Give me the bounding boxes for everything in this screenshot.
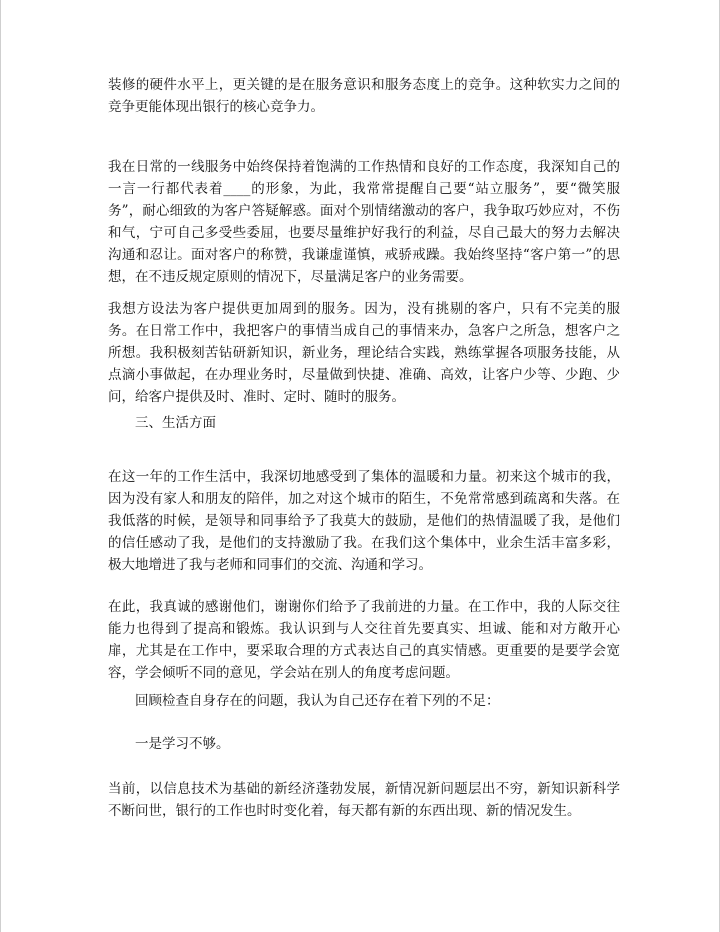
paragraph-frontline-service: 我在日常的一线服务中始终保持着饱满的工作热情和良好的工作态度，我深知自己的一言一行都代表着____的形象，为此，我常常提醒自己要“站立服务”，要“微笑服务”，耐心细致的为客户答疑解惑。面对个别情绪激动的客户，我争取巧妙应对，不伤和气，宁可自己多受些委屈，也要尽量维护好我行的利益，尽自己最大的努力去解决沟通和忍让。面对客户的称赞，我谦虚谨慎，戒骄戒躁。我始终坚持“客户第一”的思想，在不违反规定原则的情况下，尽量满足客户的业务需要。 (108, 159, 620, 285)
paragraph-shortcoming-one: 一是学习不够。 (135, 736, 230, 752)
section-heading-life: 三、生活方面 (135, 415, 216, 431)
paragraph-gratitude: 在此，我真诚的感谢他们，谢谢你们给予了我前进的力量。在工作中，我的人际交往能力也得到了提高和锻炼。我认识到与人交往首先要真实、坦诚、能和对方敞开心扉，尤其是在工作中，要采取合理的方式表达自己的真实情感。更重要的是要学会宽容，学会倾听不同的意见，学会站在别人的角度考虑问题。 (108, 599, 620, 681)
paragraph-new-economy: 当前，以信息技术为基础的新经济蓬勃发展，新情况新问题层出不穷，新知识新科学不断问世，银行的工作也时时变化着，每天都有新的东西出现、新的情况发生。 (108, 781, 620, 819)
paragraph-thoughtful-service: 我想方设法为客户提供更加周到的服务。因为，没有挑剔的客户，只有不完美的服务。在日常工作中，我把客户的事情当成自己的事情来办，急客户之所急，想客户之所想。我积极刻苦钻研新知识，新业务，理论结合实践，熟练掌握各项服务技能，从点滴小事做起，在办理业务时，尽量做到快捷、准确、高效，让客户少等、少跑、少问，给客户提供及时、准时、定时、随时的服务。 (108, 301, 620, 405)
paragraph-core-competitiveness: 装修的硬件水平上，更关键的是在服务意识和服务态度上的竞争。这种软实力之间的竞争更能体现出银行的核心竞争力。 (108, 77, 620, 115)
paragraph-collective-warmth: 在这一年的工作生活中，我深切地感受到了集体的温暖和力量。初来这个城市的我，因为没有家人和朋友的陪伴，加之对这个城市的陌生，不免常常感到疏离和失落。在我低落的时候，是领导和同事给予了我莫大的鼓励，是他们的热情温暖了我，是他们的信任感动了我，是他们的支持激励了我。在我们这个集体中，业余生活丰富多彩，极大地增进了我与老师和同事们的交流、沟通和学习。 (108, 469, 620, 573)
paragraph-self-review: 回顾检查自身存在的问题，我认为自己还存在着下列的不足： (135, 693, 500, 709)
